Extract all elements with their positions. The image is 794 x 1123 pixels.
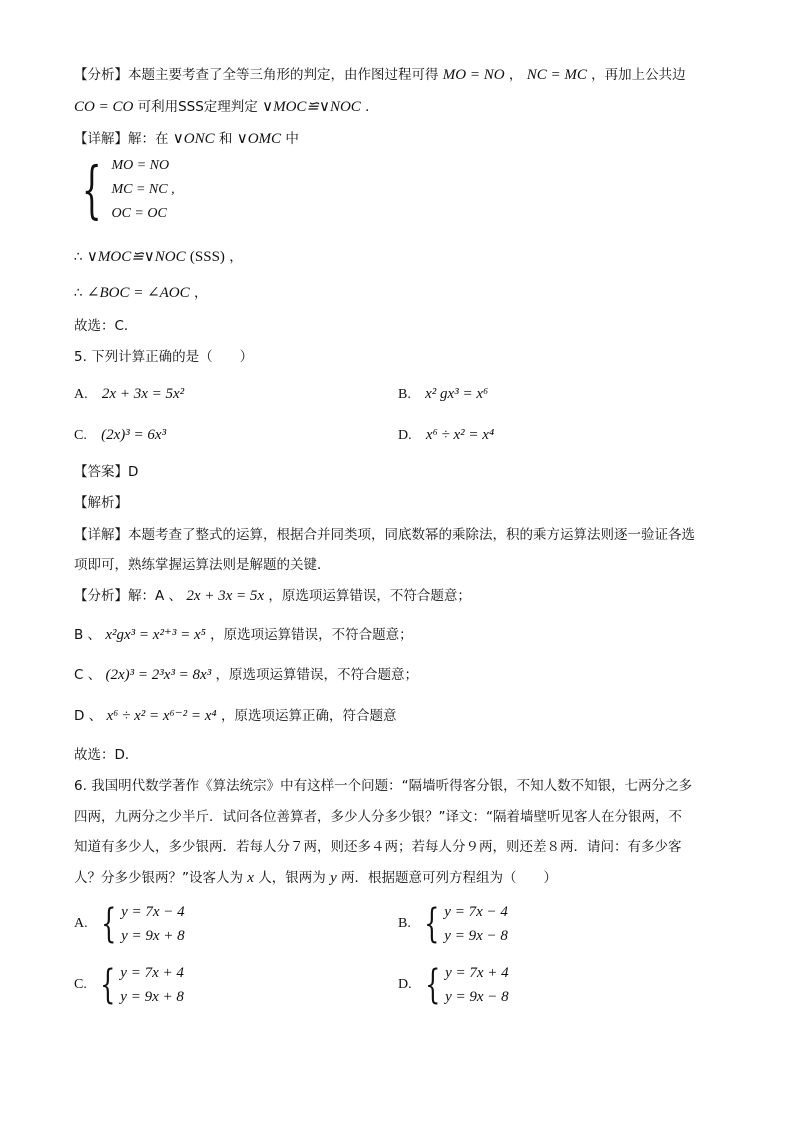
system-row: y = 9x − 8 [445,989,509,1005]
analysis-text: 可利用SSS定理判定 [137,99,258,115]
congruence-conclusion [74,248,243,266]
math-sss: (SSS) [189,249,225,265]
system-rows [121,900,185,948]
math-angles: ∠BOC = ∠AOC [86,285,190,301]
analysis-text: ． [365,99,379,115]
option-expression: (2x)³ = 6x³ [101,427,167,443]
option-a [74,900,185,948]
analysis-text: ，原选项运算错误，不符合题意； [210,627,413,643]
detail-text: 和 [218,131,233,147]
option-label: B. [398,916,411,931]
question-text: 人？分多少银两？”设客人为 [74,870,243,886]
system-row: y = 7x − 4 [444,904,508,920]
analysis-text: ，再加上公共边 [591,67,686,83]
math-congruence: ∨MOC≌∨NOC [86,249,186,265]
math-expression: (2x)³ = 2³x³ = 8x³ [105,667,212,683]
variable-y: y [330,870,337,886]
question-6-line-2: 四两，九两分之少半斤．试问各位善算者，多少人分多少银？”译文：“隔着墙壁听见客人在分银两，不 [74,809,682,825]
system-rows [111,154,174,226]
math-triangle-congruence: ∨MOC≌∨NOC [262,99,361,115]
analysis-text: ，原选项运算正确，符合题意 [220,708,397,724]
math-co-eq-co: CO = CO [74,99,134,115]
analysis-line-2 [74,98,379,116]
question-text: 人，银两为 [258,870,326,886]
analysis-text: 【分析】解：A 、 [74,588,183,604]
math-triangle-omc: ∨OMC [236,131,282,147]
detail-line-1: 【详解】本题考查了整式的运算，根据合并同类项，同底数幂的乘除法，积的乘方运算法则逐一验证各选 [74,527,695,543]
system-rows [445,961,509,1009]
option-c [74,961,184,1009]
solution-heading: 【解析】 [74,495,128,511]
analysis-text: ，原选项运算错误，不符合题意； [215,667,419,683]
equation-system [72,154,175,226]
question-5-stem: 5. 下列计算正确的是（ ） [74,349,254,365]
option-label: D. [398,428,412,443]
option-expression: x⁶ ÷ x² = x⁴ [425,427,495,443]
system-row: y = 9x − 8 [444,928,508,944]
variable-x: x [247,870,254,886]
angle-conclusion [74,284,207,302]
choice-line: 故选：D． [74,747,139,763]
math-mo-eq-no: MO = NO [442,67,505,83]
analysis-option-c [74,666,418,684]
option-b [398,384,488,405]
system-row: OC = OC [111,206,167,221]
left-brace-icon: { [99,962,116,1008]
system-row: y = 7x + 4 [120,965,184,981]
analysis-text: B 、 [74,627,102,643]
analysis-text: D 、 [74,708,103,724]
math-triangle-onc: ∨ONC [172,131,215,147]
option-label: D. [398,977,412,992]
option-label: A. [74,916,88,931]
left-brace-icon: { [81,153,102,226]
system-rows [120,961,184,1009]
separator: ， [508,67,523,83]
separator: ， [193,285,208,301]
choice-line: 故选：C． [74,318,138,334]
option-label: C. [74,428,87,443]
answer-line: 【答案】D [74,464,139,480]
analysis-option-a [74,587,471,605]
question-6-line-4 [74,869,557,887]
option-c [74,425,166,446]
system-row: y = 7x + 4 [445,965,509,981]
math-expression: 2x + 3x = 5x [186,588,265,604]
option-d [398,425,494,446]
system-row: MC = NC , [111,182,175,197]
analysis-text: ，原选项运算错误，不符合题意； [268,588,471,604]
question-6-line-1: 6. 我国明代数学著作《算法统宗》中有这样一个问题：“隔墙听得客分银，不知人数不知银，七两分之多 [74,778,693,794]
detail-text: 中 [285,131,299,147]
left-brace-icon: { [100,901,116,947]
analysis-text: C 、 [74,667,102,683]
separator: ， [229,249,243,265]
analysis-option-d [74,707,396,725]
detail-line-2: 项即可，熟练掌握运算法则是解题的关键． [74,557,331,573]
analysis-option-b [74,626,413,644]
question-text: 两．根据题意可列方程组为（ ） [341,870,558,886]
math-expression: x⁶ ÷ x² = x⁶⁻² = x⁴ [106,708,217,724]
system-row: MO = NO [111,158,170,173]
system-row: y = 9x + 8 [120,989,184,1005]
system-row: y = 9x + 8 [121,928,185,944]
option-a [74,384,184,405]
option-d [398,961,509,1009]
option-label: B. [398,387,411,402]
option-label: C. [74,977,87,992]
left-brace-icon: { [424,962,440,1008]
therefore-symbol: ∴ [74,249,83,265]
therefore-symbol: ∴ [74,285,83,301]
detail-intro [74,130,299,148]
option-expression: x² gx³ = x⁶ [425,386,489,402]
analysis-line-1 [74,66,686,84]
system-rows [444,900,508,948]
question-6-line-3: 知道有多少人，多少银两．若每人分７两，则还多４两；若每人分９两，则还差８两．请问：有多少客 [74,839,682,855]
option-expression: 2x + 3x = 5x² [101,386,185,402]
math-nc-eq-mc: NC = MC [526,67,587,83]
detail-text: 【详解】解：在 [74,131,169,147]
math-expression: x²gx³ = x²⁺³ = x⁵ [105,627,206,643]
analysis-text: 【分析】本题主要考查了全等三角形的判定，由作图过程可得 [74,67,439,83]
system-row: y = 7x − 4 [121,904,185,920]
option-b [398,900,508,948]
option-label: A. [74,387,88,402]
left-brace-icon: { [423,901,440,947]
